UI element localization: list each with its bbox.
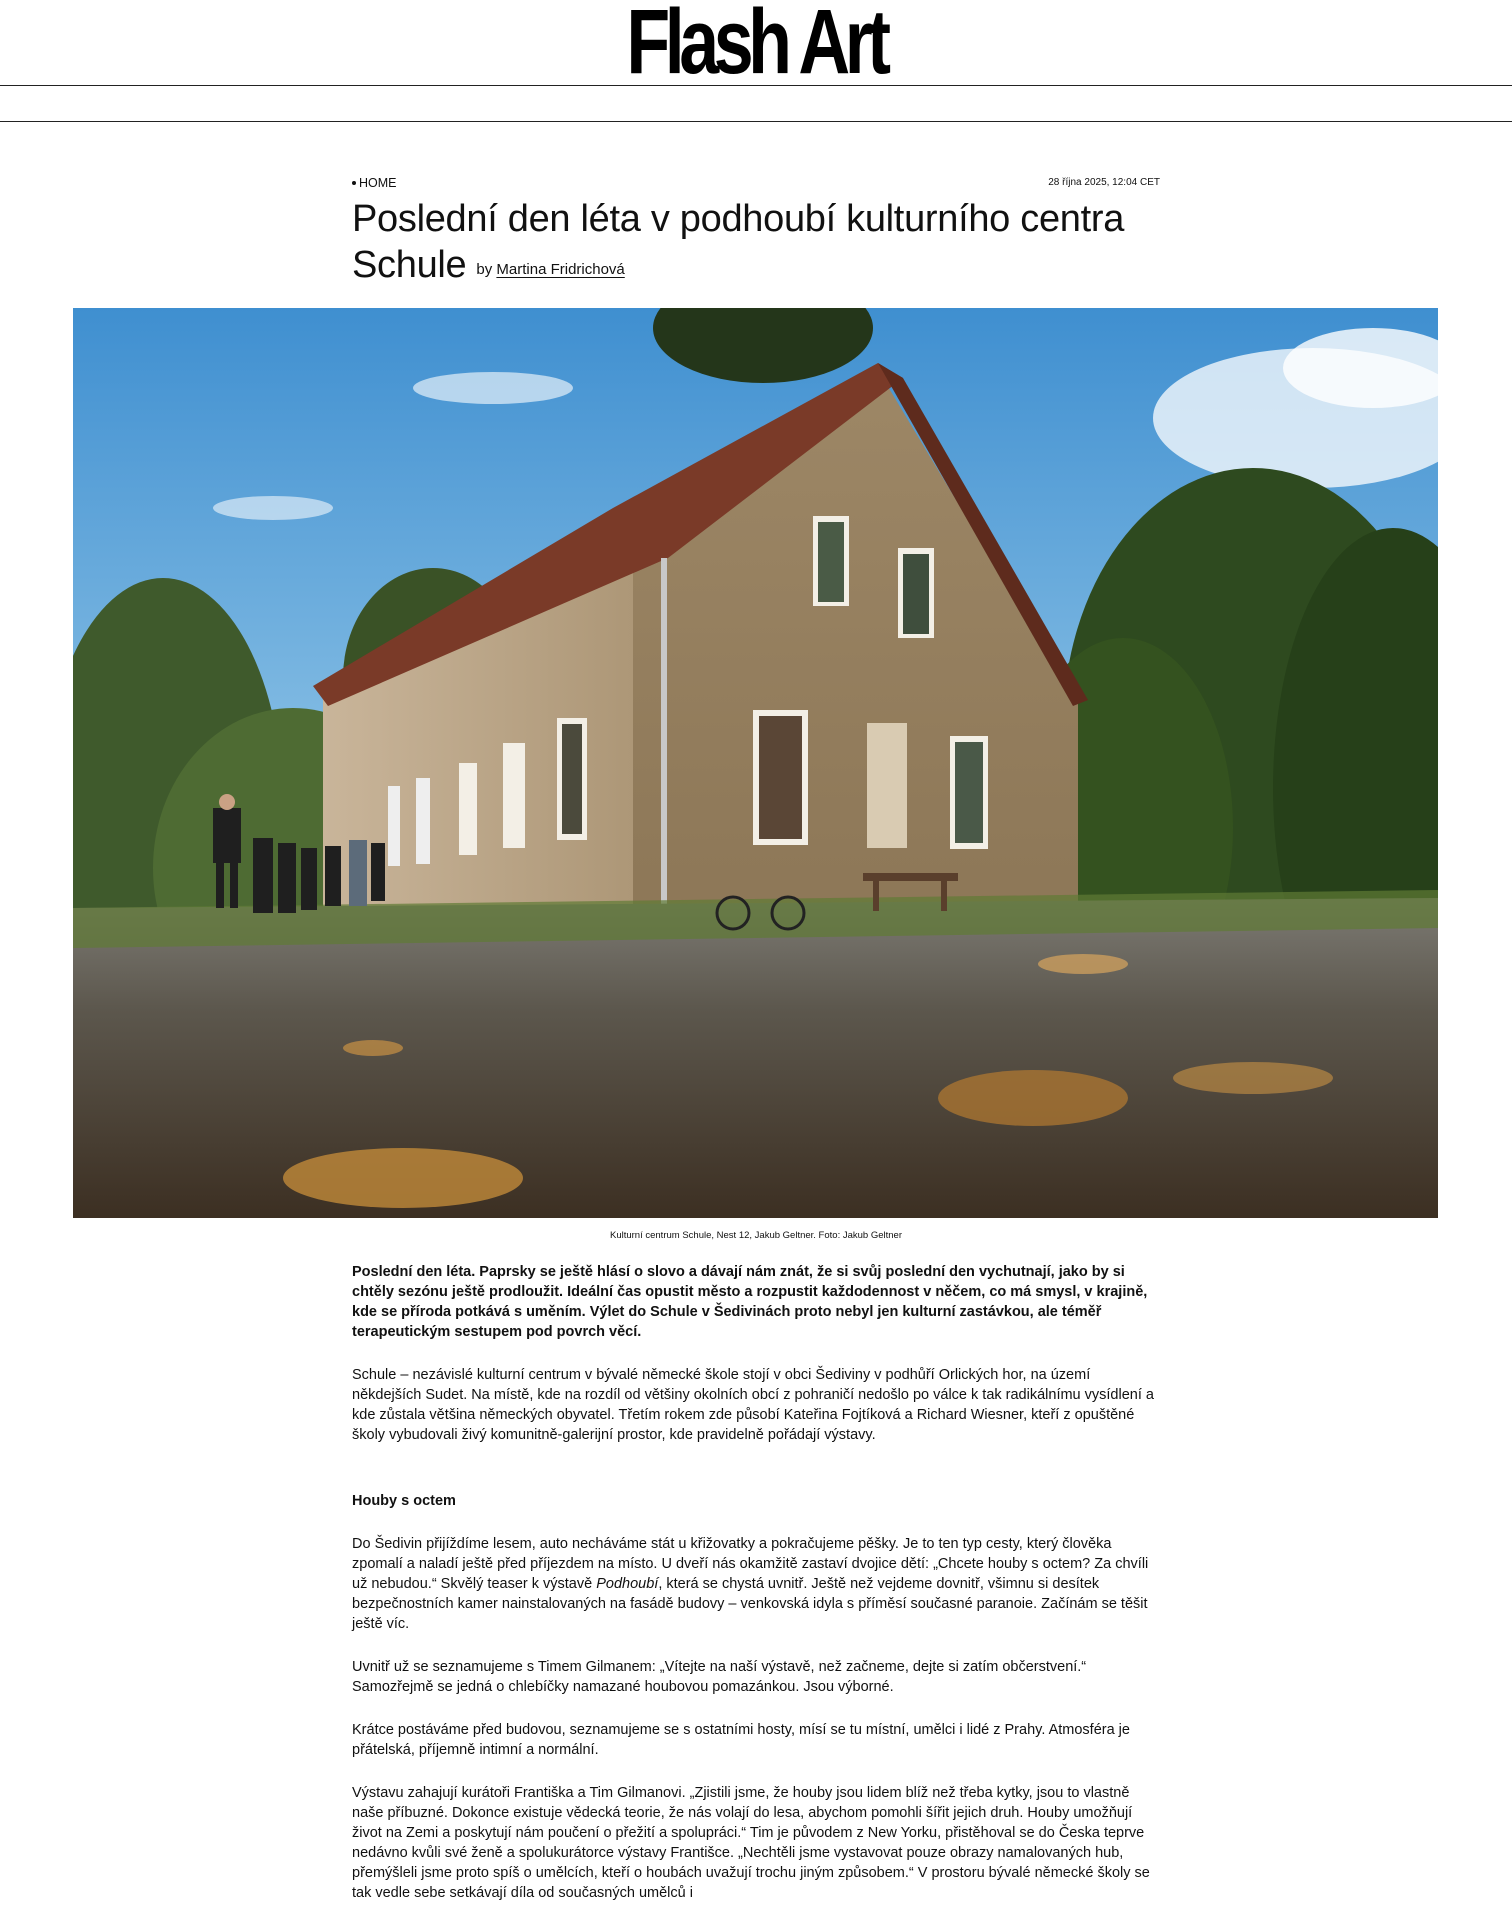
bullet-dot-icon	[352, 181, 356, 185]
flash-art-logo[interactable]: Flash Art	[626, 0, 886, 93]
article-body	[352, 1262, 1160, 1926]
article-title-block	[352, 196, 1172, 293]
masthead	[0, 0, 1512, 93]
header-divider	[0, 121, 1512, 122]
byline-prefix: by	[476, 261, 493, 278]
article-subheading: Houby s octem	[352, 1493, 456, 1509]
article-paragraph: Uvnitř už se seznamujeme s Timem Gilmanem: „Vítejte na naší výstavě, než začneme, dejte si zatím občerstvení.“ Samozřejmě se jedná o chlebíčky namazané houbovou pomazánkou. Jsou výborné.	[352, 1659, 1087, 1695]
article-paragraph: Výstavu zahajují kurátoři Františka a Tim Gilmanovi. „Zjistili jsme, že houby jsou lidem blíž než třeba kytky, jsou to vlastně naše příbuzné. Dokonce existuje vědecká teorie, že nás volají do lesa, abychom pomohli šířit jejich druh. Houby umožňují život na Zemi a poskytují nám poučení o přežití a spolupráci.“ Tim je původem z New Yorku, přistěhoval se do Česka teprve nedávno kvůli své ženě a spolukurátorce výstavy Františce. „Nechtěli jsme vystavovat pouze obrazy namalovaných hub, přemýšleli jsme proto spíš o umělcích, kteří o houbách uvažují trochu jiným způsobem.“ V prostoru bývalé německé školy se tak vedle sebe setkávají díla od současných umělců i	[352, 1785, 1150, 1901]
author-link[interactable]: Martina Fridrichová	[496, 261, 625, 278]
article-paragraph	[352, 1534, 1160, 1634]
photo-caption: Kulturní centrum Schule, Nest 12, Jakub Geltner. Foto: Jakub Geltner	[609, 1230, 902, 1241]
article-meta	[352, 176, 1160, 192]
publish-date: 28 října 2025, 12:04 CET	[1048, 177, 1160, 188]
exhibition-title: Podhoubí	[596, 1576, 659, 1592]
breadcrumb[interactable]	[352, 176, 397, 190]
page-title: Poslední den léta v podhoubí kulturního centra Schule	[352, 198, 1125, 286]
article-paragraph: Schule – nezávislé kulturní centrum v bývalé německé škole stojí v obci Šediviny v podhůří Orlických hor, na území někdejších Sudet. Na místě, kde na rozdíl od většiny okolních obcí z pohraničí nedošlo po válce k tak radikálnímu vysídlení a kde zůstala většina německých obyvatel. Třetím rokem zde působí Kateřina Fojtíková a Richard Wiesner, kteří z opuštěné školy vybudovali živý komunitně-galerijní prostor, kde pravidelně pořádají výstavy.	[352, 1367, 1154, 1443]
hero-photo	[73, 308, 1438, 1218]
byline	[476, 261, 624, 278]
paragraph-text: , která se chystá uvnitř. Ještě než vejdeme dovnitř, všimnu si desítek bezpečnostních kamer nainstalovaných na fasádě budovy – venkovská idyla s příměsí současné paranoie. Začínám se těšit ještě víc.	[352, 1576, 1148, 1632]
breadcrumb-home-label: HOME	[359, 176, 397, 190]
article-lead: Poslední den léta. Paprsky se ještě hlásí o slovo a dávají nám znát, že si svůj poslední den vychutnají, jako by si chtěly sezónu ještě prodloužit. Ideální čas opustit město a rozpustit každodennost v něčem, co má smysl, v krajině, kde se příroda potkává s uměním. Výlet do Schule v Šedivinách proto nebyl jen kulturní zastávkou, ale téměř terapeutickým sestupem pod povrch věcí.	[352, 1264, 1148, 1340]
paragraph-text: Do Šedivin přijíždíme lesem, auto necháváme stát u křižovatky a pokračujeme pěšky. Je to ten typ cesty, který člověka zpomalí a naladí ještě před příjezdem na místo. U dveří nás okamžitě zastaví dvojice dětí: „Chcete houby s octem? Za chvíli už nebudou.“ Skvělý teaser k výstavě	[352, 1536, 1149, 1592]
article-paragraph: Krátce postáváme před budovou, seznamujeme se s ostatními hosty, mísí se tu místní, umělci i lidé z Prahy. Atmosféra je přátelská, příjemně intimní a normální.	[352, 1722, 1130, 1758]
